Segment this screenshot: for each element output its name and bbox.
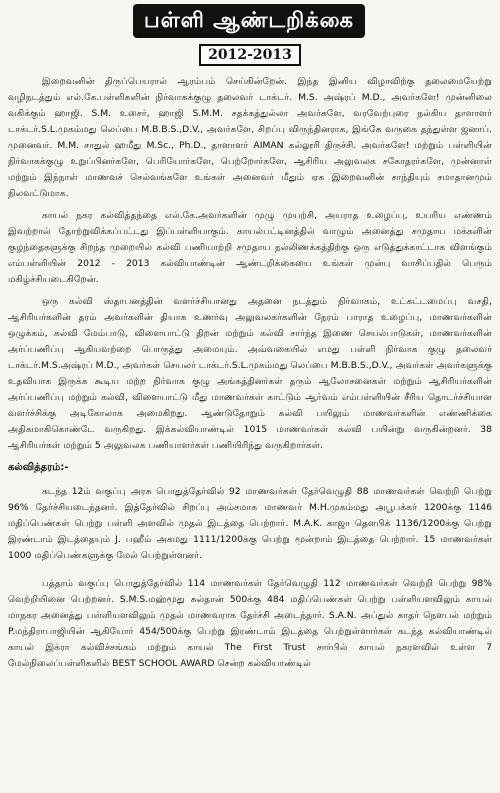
paragraph-greeting: இறைவனின் திருப்பெயரால் ஆரம்பம் செய்கின்றேன். இந்த இனிய விழாவிற்கு தலைமையேற்று வழிநடத்தும் எல்.கே.பள்ளிகளின் நிர்வாகக்குழு தலைவர் டாக்டர். M.S. அஷ்ரப் M.D., அவர்களே! முன்னிலை வகிக்கும் ஹாஜி. S.M. உசைர், ஹாஜி S.M.M. சதக்கத்துல்லா அவர்களே, வரவேற்புரை நல்கிய தாளாளர் டாக்டர்.S.L.முகம்மது லெப்பை M.B.B.S.,D.V., அவர்களே, சிறப்பு விருந்தினராக, இங்கே வருகை தந்துள்ள ஜனாப். முனைவர். M.M. சாதுல் ஹமீது M.Sc., Ph.D., தாளாளர் AIMAN கல்லூரி திருச்சி. அவர்களே! மற்றும் பள்ளியின் நிர்வாகக்குழு உறுப்பினர்களே, பெரியோர்களே, பெற்றோர்களே, ஆசிரிய அலுவலக சகோதரர்களே, முன்னாள் மற்றும் இந்நாள் மாணவச் செல்வங்களே உங்கள் அனைவர் மீதும் ஏக இறைவனின் சாந்தியும் சமாதானமும் நிலவட்டுமாக. — [8, 76, 492, 199]
paragraph-school-history: காயல் நகர கல்வித்தந்தை எல்.கே.அவர்களின் முழு முயற்சி, அயராத உழைப்பு, உயரிய எண்ணம் இவற்றால் தோற்றுவிக்கப்பட்டது இப்பள்ளியாகும். காயல்பட்டினத்தில் வாழும் அனைத்து சமுதாய மக்களின் குழந்தைகளுக்கு சிறந்த முறையில் கல்வி பணியாற்றி சமுதாய நல்லிணக்கத்திற்கு ஒரு எடுத்துக்காட்டாக விளங்கும் எம்பள்ளியின் 2012 - 2013 கல்வியாண்டின் ஆண்டறிக்கையை உங்கள் முன்பு வாசிப்பதில் பெரும் மகிழ்ச்சியடைகிறேன். — [8, 210, 492, 285]
paragraph-school-growth: ஒரு கல்வி ஸ்தாபனத்தின் வளர்ச்சியானது அதனை நடத்தும் நிர்வாகம், உட்கட்டமைப்பு வசதி, ஆசிரியர்களின் தரம் அவர்களின் தியாக உணர்வு அலுவலகர்களின் நேரம் பாராத உழைப்பு, மாணவர்களின் ஒழுக்கம், கல்வி மேம்பாடு, விளையாட்டு திறன் மற்றும் கல்வி சார்ந்த இணை செயல்பாடுகள், மாணவர்களின் அர்ப்பணிப்பு ஆகியவற்றை பொருத்து அமையும். அவ்வகையில் எமது பள்ளி நிர்வாக குழு தலைவர் டாக்டர்.M.S.அஷ்ரப் M.D., அவர்கள் செயலர் டாக்டர்.S.L.முகம்மது லெப்பை M.B.B.S.,D.V., அவர்கள் அவர்களுக்கு உதவியாக இருக்க கூடிய மற்ற நிர்வாக குழு அங்கத்தினர்கள் தரும் ஆலோசனைகள் மற்றும் ஆசிரியர்களின் அர்ப்பணிப்பு மற்றும் கல்வி, விளையாட்டு மீது மாணவர்கள் காட்டும் ஆர்வம் எம்பள்ளியின் சீரிய தொடர்ச்சியான வளர்ச்சிக்கு அடிகோலாக அமைகிறது. ஆண்டுதோறும் கல்வி பயிலும் மாணவர்களின் எண்ணிக்கை அதிகமாகிகொண்டே வருகிறது. இக்கல்வியாண்டில் 1015 மாணவர்கள் கல்வி பயின்று வருகின்றனர். 38 ஆசிரியர்கள் மற்றும் 5 அலுவலக பணியாளர்கள் பணியிரிந்து வருகிறார்கள். — [8, 296, 492, 451]
paragraph-12th-results: கடந்த 12ம் வகுப்பு அரசு பொதுத்தேர்வில் 92 மாணவர்கள் தேர்வெழுதி 88 மாணவர்கள் வெற்றி பெற்று 96% தேர்ச்சியடைந்தனர். இத்தேர்வில் சிறப்பு அம்சமாக மாணவர் M.H.முகம்மது அபூபக்கர் 1200க்கு 1146 மதிப்பெண்கள் பெற்று பள்ளி அளவில் முதல் இடத்தை பெற்றார். M.A.K. காஜா தௌபிக் 1136/1200க்கு பெற்று இரண்டாம் இடத்தையும் J. பஹீம் அகமது 1111/1200க்கு பெற்று மூன்றாம் இடத்தை பெற்றார். 15 மாணவர்கள் 1000 மதிப்பெண்களுக்கு மேல் பெற்றுள்ளனர். — [8, 486, 492, 561]
academic-year: 2012-2013 — [208, 47, 292, 63]
report-title: பள்ளி ஆண்டறிக்கை — [144, 7, 354, 32]
report-body — [8, 74, 492, 678]
section-heading-education-quality: கல்வித்தரம்:- — [8, 462, 69, 473]
report-title-banner — [133, 4, 365, 38]
academic-year-box — [199, 44, 301, 66]
paragraph-10th-results: பத்தாம் வகுப்பு பொதுத்தேர்வில் 114 மாணவர்கள் தேர்வெழுதி 112 மாணவர்கள் வெற்றி பெற்று 98% வெற்றியினை பெற்றனர். S.M.S.மஹ்மூது சுல்தான் 500க்கு 484 மதிப்பெண்கள் பெற்று பள்ளியளவிலும் காயல் மாநகர அனைத்து பள்ளியளவிலும் முதல் மாணவராக தேர்ச்சி அடைந்தார். S.A.N. அப்துல் காதர் நௌபல் மற்றும் P.மந்திராபாஜியின் ஆகியோர் 454/500க்கு பெற்று இரண்டாம் இடத்தை பெற்றுள்ளார்கள் கடந்த கல்வியாண்டில் காயல் இக்ரா கல்விச்சங்கம் மற்றும் காயல் The First Trust சார்பில் காயல் நகரளவில் உள்ள 7 மேல்நிலைப்பள்ளிகளில் BEST SCHOOL AWARD சென்ற கல்வியாண்டில் — [8, 578, 492, 669]
